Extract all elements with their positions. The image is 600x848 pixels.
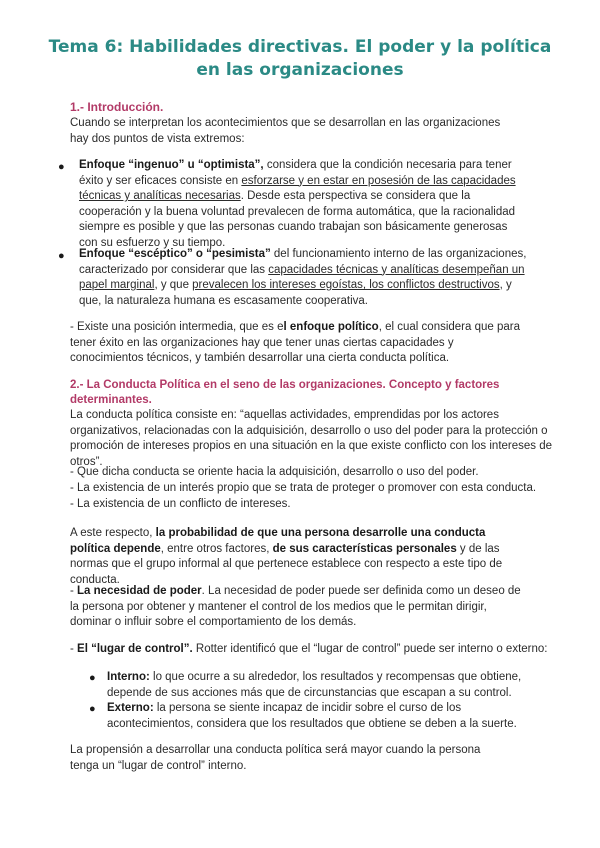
condition-line: - Que dicha conducta se oriente hacia la adquisición, desarrollo o uso del poder.	[70, 466, 479, 478]
underlined-text: capacidades técnicas y analíticas desempeñan un papel marginal	[79, 263, 525, 292]
underlined-text: esforzarse y en estar en posesión de las capacidades técnicas y analíticas necesarias	[79, 174, 516, 203]
probability-paragraph	[70, 526, 525, 588]
text-span: la persona se siente incapaz de incidir sobre el curso de los acontecimientos, considera que los resultados que obtiene se deben a la suerte.	[107, 702, 517, 730]
text-span: , y que, la naturaleza humana es escasamente cooperativa.	[79, 279, 512, 307]
skeptical-term: Enfoque “escéptico” o “pesimista”	[79, 248, 271, 260]
intro-paragraph: Cuando se interpretan los acontecimientos que se desarrollan en las organizaciones hay dos puntos de vista extremos:	[70, 117, 501, 145]
text-span: A este respecto,	[70, 527, 156, 539]
internal-locus-item	[107, 670, 537, 701]
text-span: Rotter identificó que el “lugar de control” puede ser interno o externo:	[192, 643, 548, 655]
text-span: , el cual considera que para tener éxito en las organizaciones hay que tener unas ciertas capacidades y conocimientos técnicos, y también desarrollar una cierta conducta política.	[70, 321, 521, 365]
optimistic-approach-item	[79, 158, 529, 252]
intermediate-position-paragraph	[70, 320, 520, 367]
external-locus-item	[107, 701, 537, 732]
bold-text: El “lugar de control”.	[77, 643, 193, 655]
political-approach-term: l enfoque político	[283, 321, 379, 333]
optimistic-term: Enfoque “ingenuo” u “optimista”,	[79, 159, 264, 171]
bold-text: la probabilidad de que una persona desarrolle una conducta política depende	[70, 527, 486, 555]
text-span: y de las normas que el grupo informal al que pertenece establece con respecto a este tipo de conducta.	[70, 542, 503, 586]
bullet-icon: ●	[58, 250, 65, 262]
text-span: del funcionamiento interno de las organizaciones, caracterizado por considerar que las	[79, 248, 527, 276]
bold-text: de sus características personales	[272, 542, 457, 555]
condition-line: - La existencia de un conflicto de intereses.	[70, 498, 291, 510]
text-span: lo que ocurre a su alrededor, los resultados y recompensas que obtiene, depende de sus acciones más que de circunstancias que escapan a su control.	[107, 671, 522, 699]
definition-paragraph: La conducta política consiste en: “aquellas actividades, emprendidas por los actores organizativos, relacionadas con la adquisición, desarrollo o uso del poder para la protección o promoción de intereses propios en una situación en la que existe conflicto con los intereses de otros”.	[70, 409, 553, 468]
bold-text: La necesidad de poder	[77, 585, 202, 597]
text-span: -	[70, 585, 78, 597]
text-span: -	[70, 643, 78, 655]
conclusion-paragraph: La propensión a desarrollar una conducta política será mayor cuando la persona tenga un “lugar de control” interno.	[70, 744, 481, 772]
section-2-heading: 2.- La Conducta Política en el seno de las organizaciones. Concepto y factores determinantes.	[70, 379, 500, 406]
bullet-icon: ●	[89, 703, 96, 715]
text-span: . La necesidad de poder puede ser definida como un deseo de la persona por obtener y mantener el control de los medios que le permitan dirigir, dominar o influir sobre el comportamiento de los demás.	[70, 585, 521, 629]
bullet-icon: ●	[58, 161, 65, 173]
condition-line: - La existencia de un interés propio que se trata de proteger o promover con esta conducta.	[70, 482, 537, 494]
page-title: Tema 6: Habilidades directivas. El poder y la política en las organizaciones	[48, 37, 552, 80]
need-for-power-paragraph	[70, 584, 525, 631]
bullet-icon: ●	[89, 672, 96, 684]
text-span: . Desde esta perspectiva se considera que la cooperación y la buena voluntad prevalecen de forma automática, que la racionalidad siempre es posible y que las personas cuando trabajan son básicamente generosas con su esfuerzo y su tiempo.	[79, 190, 516, 249]
text-span: , entre otros factores,	[160, 542, 273, 555]
locus-of-control-paragraph	[70, 642, 570, 658]
text-span: - Existe una posición intermedia, que es e	[70, 321, 284, 333]
text-span: , y que	[154, 279, 193, 292]
skeptical-approach-item	[79, 247, 529, 309]
section-1-heading: 1.- Introducción.	[70, 100, 164, 114]
text-span: considera que la condición necesaria para tener éxito y ser eficaces consiste en	[79, 159, 512, 187]
underlined-text: prevalecen los intereses egoístas, los conflictos destructivos	[192, 279, 500, 292]
internal-term: Interno:	[107, 671, 150, 683]
external-term: Externo:	[107, 702, 154, 714]
